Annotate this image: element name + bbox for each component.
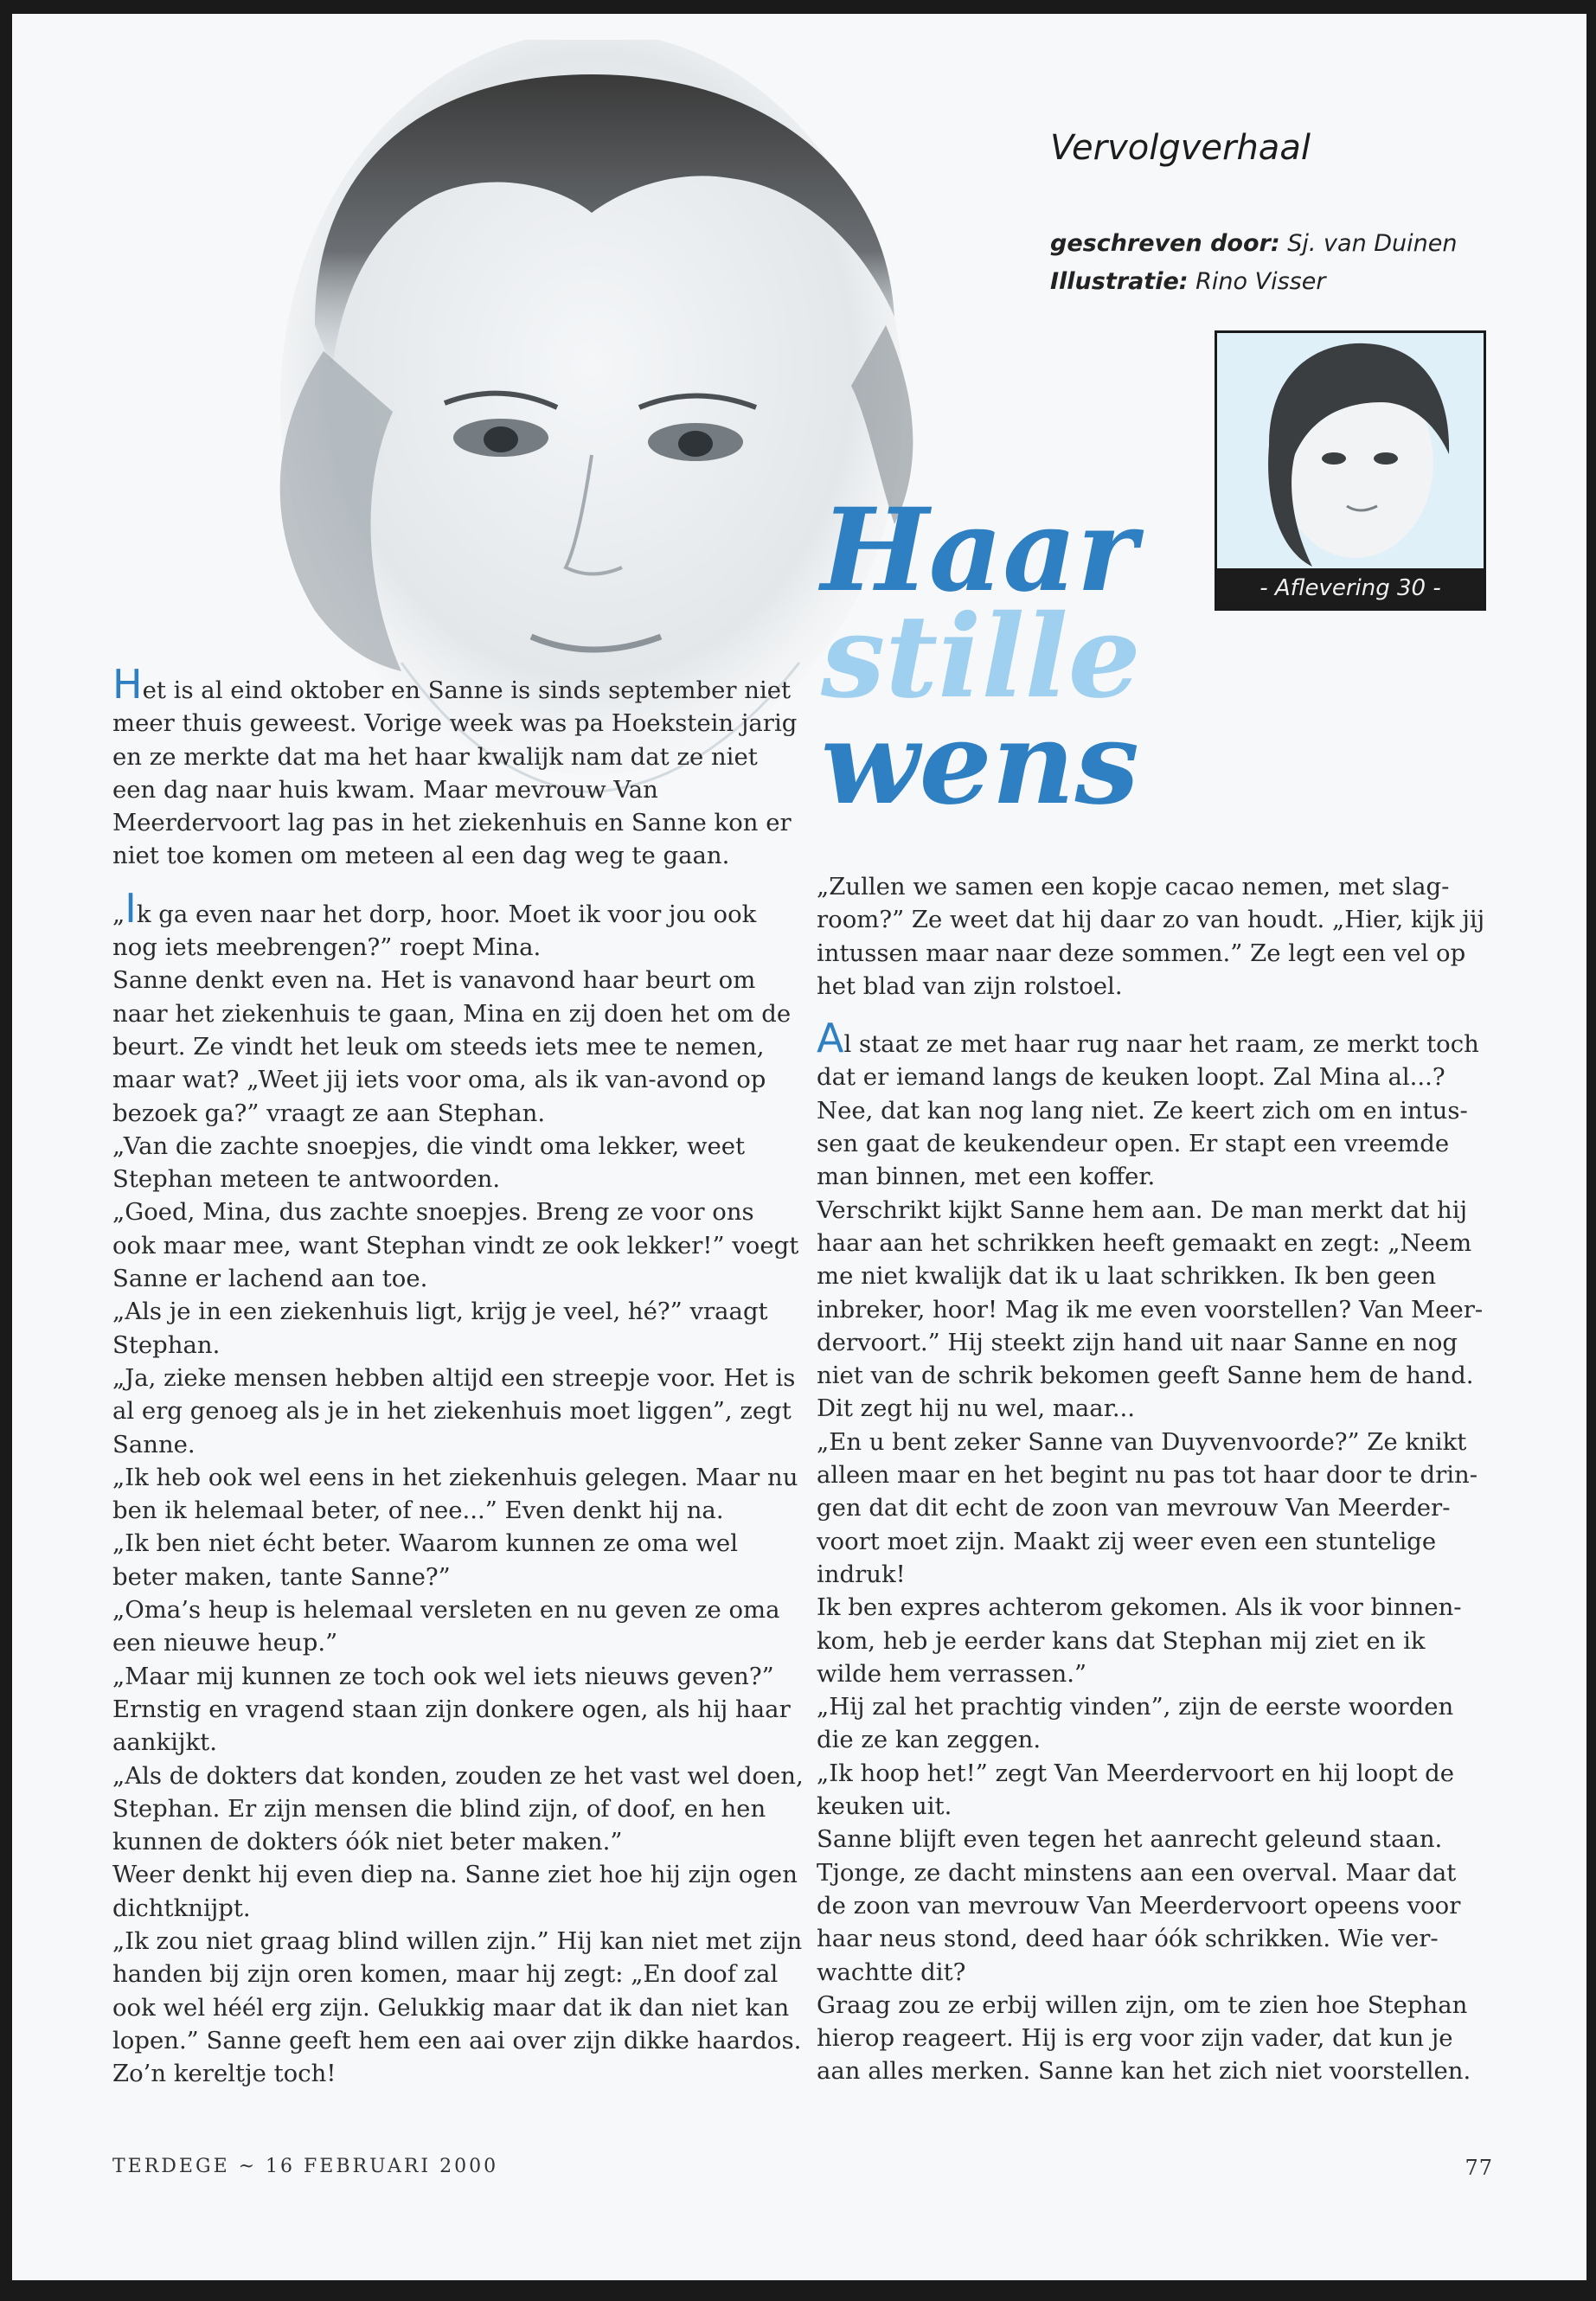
title-line-2: stille (821, 589, 1141, 724)
paragraph: Weer denkt hij even diep na. Sanne ziet hoe hij zijn ogen dichtknijpt. (112, 1861, 798, 1922)
paragraph: „Als de dokters dat konden, zouden ze het vast wel doen, Stephan. Er zijn mensen die blind zijn, of doof, en hen kunnen de dokters óók niet beter maken.” (112, 1761, 804, 1856)
illustrator-name: Rino Visser (1195, 268, 1326, 295)
paragraph: Sanne blijft even tegen het aanrecht geleund staan. Tjonge, ze dacht minstens aan een overval. Maar dat de zoon van mevrouw Van Meerdervoort opeens voor haar neus stond, deed haar óók schrikken. Wie ver-wachtte dit? (817, 1825, 1461, 1986)
paragraph: „Van die zachte snoepjes, die vindt oma lekker, weet Stephan meteen te antwoorden. (112, 1131, 746, 1194)
magazine-page (12, 14, 1586, 2280)
paragraph: „Ja, zieke mensen hebben altijd een streepje voor. Het is al erg genoeg als je in het ziekenhuis moet liggen”, zegt Sanne. (112, 1363, 796, 1458)
paragraph (112, 661, 804, 873)
credits (1050, 225, 1458, 301)
title-line-1: Haar (821, 484, 1138, 618)
episode-label: - Aflevering 30 - (1217, 568, 1484, 608)
series-label: Vervolgverhaal (1050, 128, 1311, 168)
paragraph: „Ik heb ook wel eens in het ziekenhuis gelegen. Maar nu ben ik helemaal beter, of nee...” Even denkt hij na. (112, 1463, 798, 1525)
left-column (112, 661, 804, 2090)
paragraph: Graag zou ze erbij willen zijn, om te zien hoe Stephan hierop reageert. Hij is erg voor zijn vader, dat kun je aan alles merken. Sanne kan het zich niet voorstellen. (817, 1990, 1471, 2086)
paragraph-text: l staat ze met haar rug naar het raam, ze merkt toch dat er iemand langs de keuken loopt. Zal Mina al...? Nee, dat kan nog lang niet. Ze keert zich om en intus-sen gaat de keukendeur open. Er stapt een vreemde man binnen, met een koffer. (817, 1030, 1479, 1191)
episode-thumbnail (1215, 330, 1486, 611)
page-number: 77 (1465, 2156, 1493, 2180)
paragraph (112, 884, 804, 965)
paragraph: „Oma’s heup is helemaal versleten en nu geven ze oma een nieuwe heup.” (112, 1596, 780, 1657)
right-column (817, 870, 1491, 2088)
author-label: geschreven door: (1050, 230, 1280, 257)
paragraph-text: et is al eind oktober en Sanne is sinds september niet meer thuis geweest. Vorige week was pa Hoekstein jarig en ze merkte dat ma het haar kwalijk nam dat ze niet een dag naar huis kwam. Maar mevrouw Van Meerdervoort lag pas in het ziekenhuis en Sanne kon er niet toe komen om meteen al een dag weg te gaan. (112, 676, 798, 870)
quote-mark: „ (112, 900, 125, 928)
publication-info: TERDEGE ~ 16 FEBRUARI 2000 (112, 2156, 499, 2177)
drop-cap: A (817, 1015, 844, 1062)
title-line-3: wens (821, 695, 1139, 830)
paragraph: „Als je in een ziekenhuis ligt, krijg je veel, hé?” vraagt Stephan. (112, 1298, 768, 1359)
paragraph: Sanne denkt even na. Het is vanavond haar beurt om naar het ziekenhuis te gaan, Mina en zij doen het om de beurt. Ze vindt het leuk om steeds iets mee te nemen, maar wat? „Weet jij iets voor oma, als ik van-avond op bezoek ga?” vraagt ze aan Stephan. (112, 966, 792, 1127)
illustrator-label: Illustratie: (1050, 268, 1189, 295)
paragraph (817, 1015, 1491, 1193)
paragraph: „Hij zal het prachtig vinden”, zijn de eerste woorden die ze kan zeggen. (817, 1693, 1454, 1754)
story-title (821, 484, 1141, 830)
paragraph: Ik ben expres achterom gekomen. Als ik voor binnen-kom, heb je eerder kans dat Stephan mij ziet en ik wilde hem verrassen.” (817, 1593, 1462, 1688)
paragraph: „Ik zou niet graag blind willen zijn.” Hij kan niet met zijn handen bij zijn oren komen, maar hij zegt: „En doof zal ook wel héél erg zijn. Gelukkig maar dat ik dan niet kan lopen.” Sanne geeft hem een aai over zijn dikke haardos. Zo’n kereltje toch! (112, 1926, 803, 2088)
paragraph-text: k ga even naar het dorp, hoor. Moet ik voor jou ook nog iets meebrengen?” roept Mina. (112, 900, 757, 962)
paragraph: Verschrikt kijkt Sanne hem aan. De man merkt dat hij haar aan het schrikken heeft gemaakt en zegt: „Neem me niet kwalijk dat ik u laat schrikken. Ik ben geen inbreker, hoor! Mag ik me even voorstellen? Van Meer-dervoort.” Hij steekt zijn hand uit naar Sanne en nog niet van de schrik bekomen geeft Sanne hem de hand. Dit zegt hij nu wel, maar... (817, 1195, 1484, 1423)
author-line (1050, 225, 1458, 263)
drop-cap: H (112, 661, 143, 708)
drop-cap: I (125, 884, 137, 932)
paragraph: „Maar mij kunnen ze toch ook wel iets nieuws geven?” Ernstig en vragend staan zijn donkere ogen, als hij haar aankijkt. (112, 1662, 791, 1757)
paragraph: „Ik hoop het!” zegt Van Meerdervoort en hij loopt de keuken uit. (817, 1759, 1455, 1821)
paragraph: „En u bent zeker Sanne van Duyvenvoorde?” Ze knikt alleen maar en het begint nu pas tot haar door te drin-gen dat dit echt de zoon van mevrouw Van Meerder-voort moet zijn. Maakt zij weer even een stuntelige indruk! (817, 1427, 1478, 1588)
thumbnail-portrait (1217, 333, 1484, 608)
illustrator-line (1050, 263, 1458, 301)
page-footer (112, 2156, 1493, 2180)
paragraph: „Ik ben niet écht beter. Waarom kunnen ze oma wel beter maken, tante Sanne?” (112, 1529, 739, 1591)
author-name: Sj. van Duinen (1287, 230, 1458, 257)
paragraph: „Zullen we samen een kopje cacao nemen, met slag-room?” Ze weet dat hij daar zo van houdt. „Hier, kijk jij intussen maar naar deze sommen.” Ze legt een vel op het blad van zijn rolstoel. (817, 873, 1485, 1000)
paragraph: „Goed, Mina, dus zachte snoepjes. Breng ze voor ons ook maar mee, want Stephan vindt ze ook lekker!” voegt Sanne er lachend aan toe. (112, 1198, 799, 1293)
